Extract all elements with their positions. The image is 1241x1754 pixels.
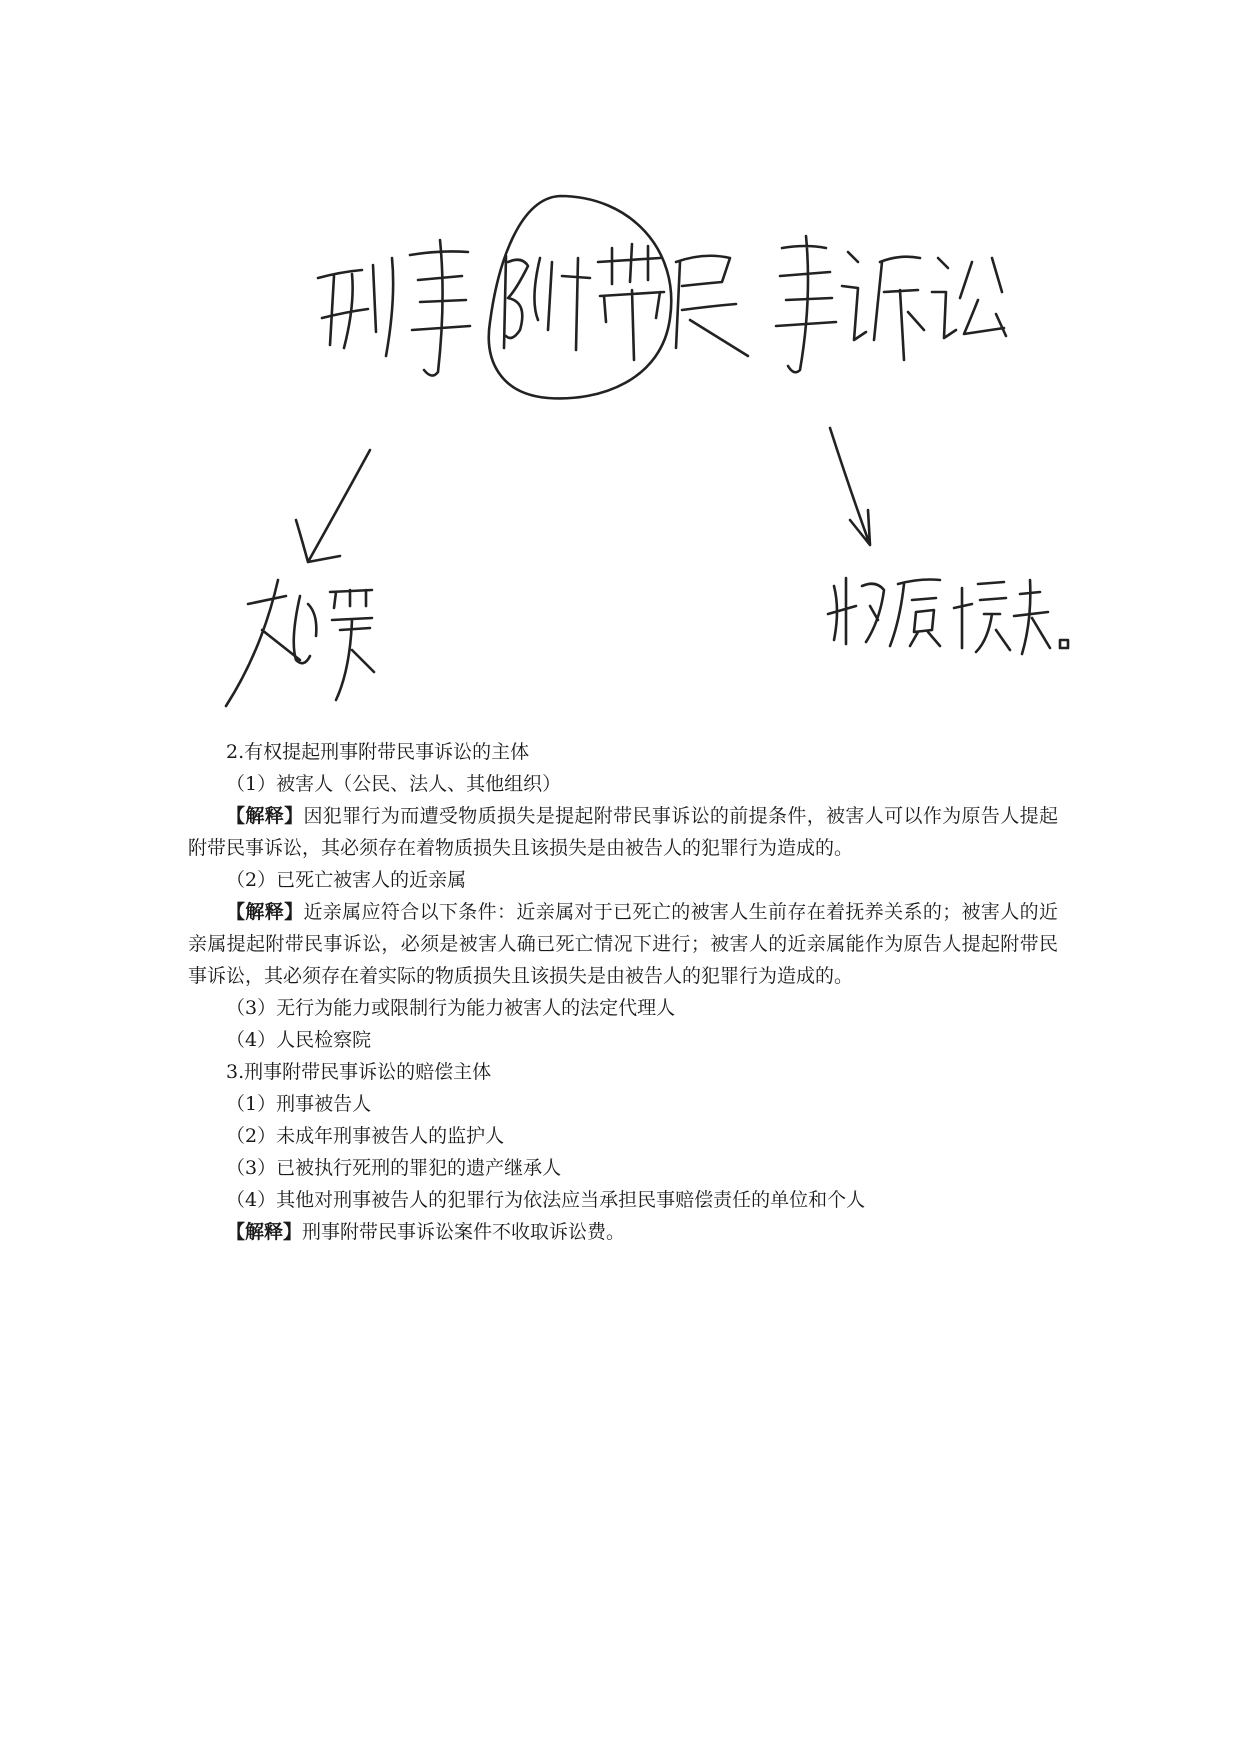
explanation-label: 【解释】 [226,805,304,827]
explanation-paragraph [188,800,1058,864]
explanation-label: 【解释】 [226,1221,303,1243]
document-body [188,736,1058,1248]
handwritten-title [318,196,1006,398]
section-heading-plaintiffs: 2.有权提起刑事附带民事诉讼的主体 [226,741,530,763]
list-item: （2）未成年刑事被告人的监护人 [226,1125,505,1147]
handwritten-diagram [0,0,1241,720]
explanation-text: 刑事附带民事诉讼案件不收取诉讼费。 [302,1221,626,1243]
explanation-paragraph [188,1216,1058,1248]
explanation-label: 【解释】 [226,901,304,923]
handwritten-right-branch [828,578,1068,654]
list-item: （3）已被执行死刑的罪犯的遗产继承人 [226,1157,562,1179]
list-item: （2）已死亡被害人的近亲属 [226,869,467,891]
arrow-right-icon [830,428,870,545]
list-item: （4）其他对刑事被告人的犯罪行为依法应当承担民事赔偿责任的单位和个人 [226,1189,866,1211]
explanation-paragraph [188,896,1058,992]
list-item: （1）刑事被告人 [226,1093,372,1115]
list-item: （1）被害人（公民、法人、其他组织） [226,773,562,795]
handwritten-left-branch [226,580,374,706]
arrow-left-icon [296,450,370,562]
explanation-text: 因犯罪行为而遭受物质损失是提起附带民事诉讼的前提条件，被害人可以作为原告人提起附带民事诉讼，其必须存在着物质损失且该损失是由被告人的犯罪行为造成的。 [188,805,1058,859]
list-item: （4）人民检察院 [226,1029,372,1051]
explanation-text: 近亲属应符合以下条件：近亲属对于已死亡的被害人生前存在着抚养关系的；被害人的近亲属提起附带民事诉讼，必须是被害人确已死亡情况下进行；被害人的近亲属能作为原告人提起附带民事诉讼，其必须存在着实际的物质损失且该损失是由被告人的犯罪行为造成的。 [188,901,1058,987]
section-heading-compensation: 3.刑事附带民事诉讼的赔偿主体 [226,1061,492,1083]
list-item: （3）无行为能力或限制行为能力被害人的法定代理人 [226,997,676,1019]
